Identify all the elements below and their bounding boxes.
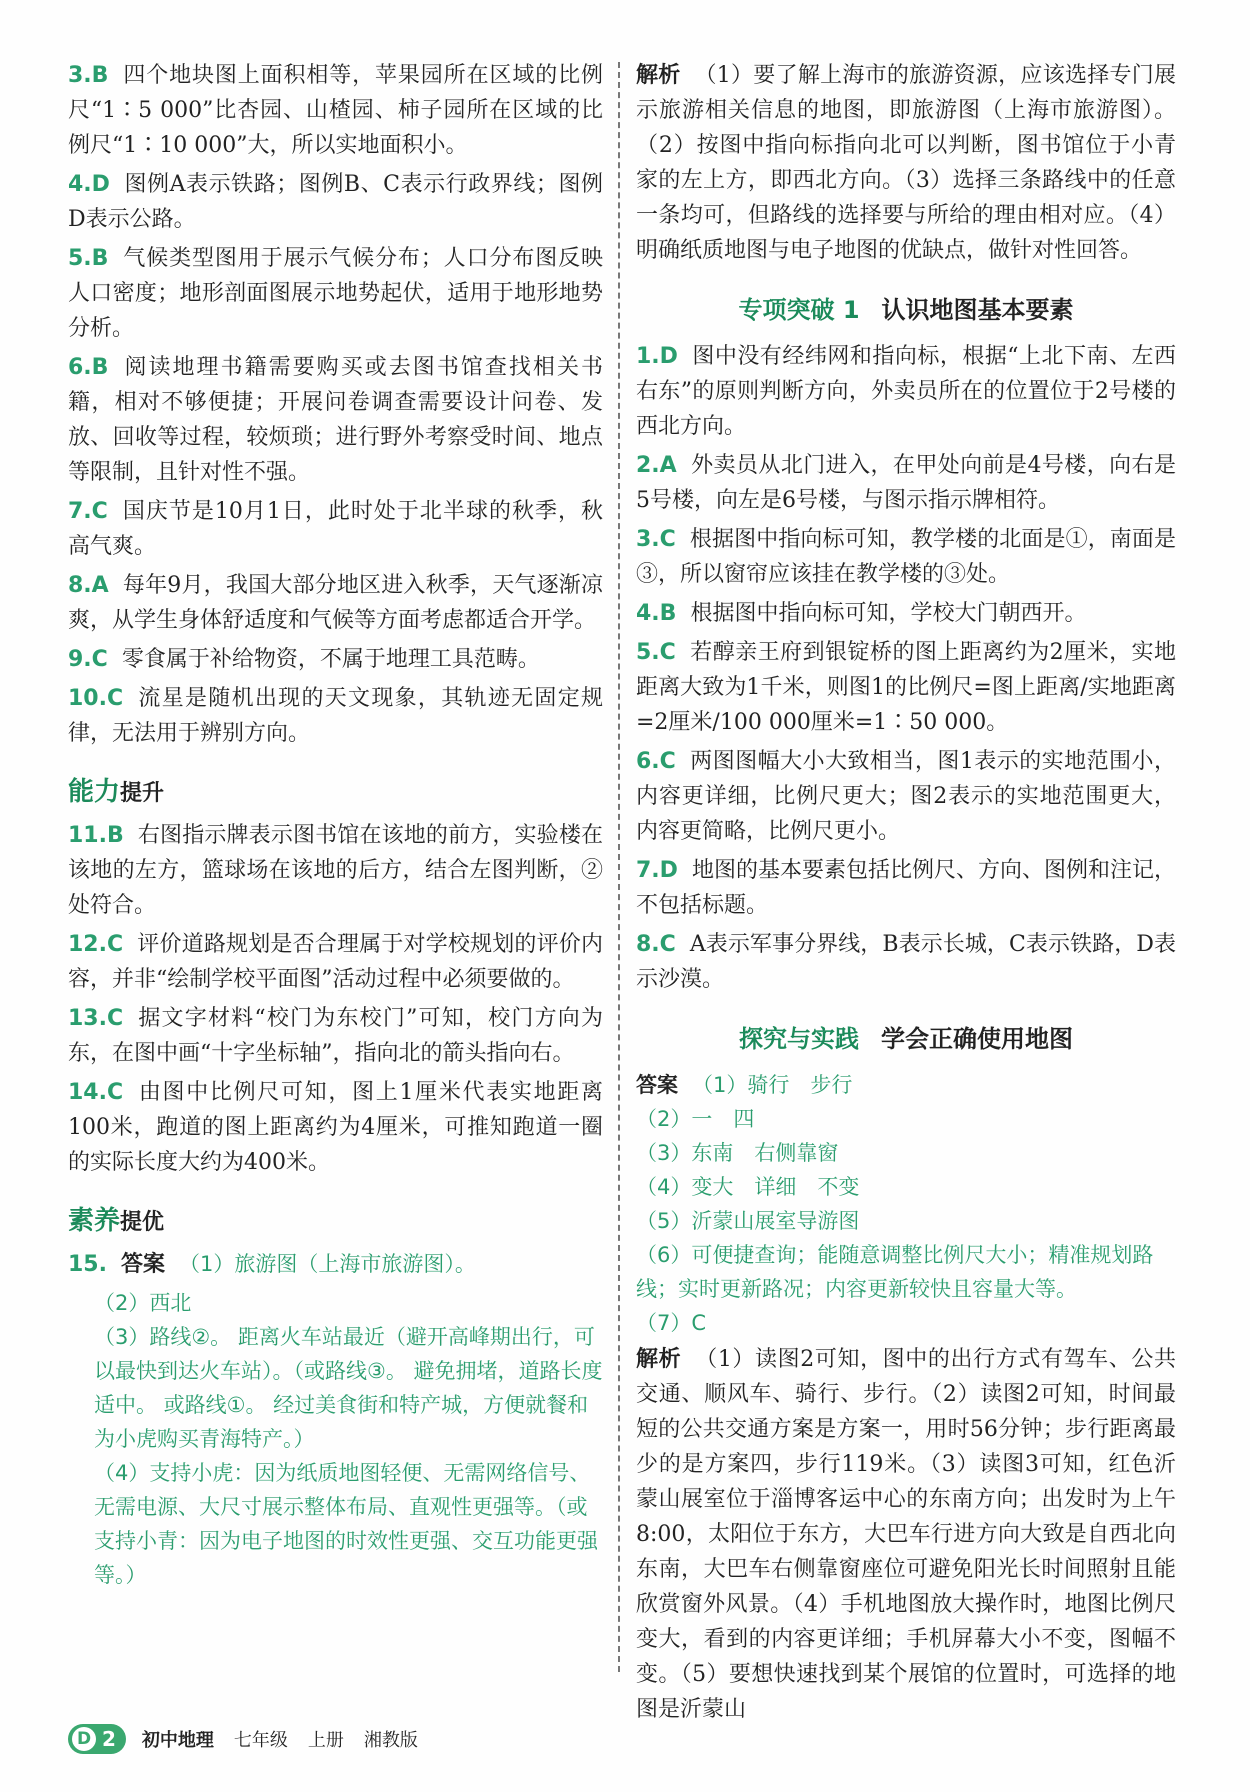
answer-line: （5）沂蒙山展室导游图: [636, 1209, 860, 1233]
topic-heading-main: 探究与实践: [739, 1025, 859, 1053]
topic-heading-2: [636, 1019, 1176, 1054]
explanation-text: 由图中比例尺可知，图上1厘米代表实地距离100米，跑道的图上距离约为4厘米，可推知跑道一圈的实际长度大约为400米。: [68, 1080, 603, 1175]
question-number: 8.A: [68, 573, 109, 598]
explanation-text: 图例A表示铁路；图例B、C表示行政界线；图例D表示公路。: [68, 172, 603, 232]
question-number: 4.D: [68, 172, 110, 197]
answer-item: [68, 927, 603, 997]
question-number: 5.B: [68, 246, 109, 271]
left-item-list: [68, 58, 603, 751]
answer-item: [68, 241, 603, 346]
answer-item: [636, 596, 1176, 631]
page-number: 2: [102, 1727, 116, 1751]
answer-first-line: [636, 1068, 1176, 1102]
explanation-text: 零食属于补给物资，不属于地理工具范畴。: [121, 647, 540, 672]
question-number: 2.A: [636, 453, 677, 478]
question-15: [68, 1247, 603, 1282]
section-heading-main: 素养: [68, 1206, 121, 1236]
answer-item: [68, 167, 603, 237]
section-heading-main: 能力: [68, 777, 121, 807]
explanation-text: 根据图中指向标可知，教学楼的北面是①，南面是③，所以窗帘应该挂在教学楼的③处。: [636, 527, 1176, 587]
explanation-text: 若醇亲王府到银锭桥的图上距离约为2厘米，实地距离大致为1千米，则图1的比例尺=图上距离/实地距离=2厘米/100 000厘米=1∶50 000。: [636, 640, 1176, 735]
answer-item: [68, 1001, 603, 1071]
analysis-label: 解析: [636, 1347, 682, 1372]
answer-item: [636, 339, 1176, 444]
question-number: 3.C: [636, 527, 676, 552]
analysis-block-2: [636, 1342, 1176, 1727]
answer-line: （6）可便捷查询；能随意调整比例尺大小；精准规划路线；实时更新路况；内容更新较快且容量大等。: [636, 1243, 1154, 1301]
answer-line: （1）旅游图（上海市旅游图）。: [179, 1252, 476, 1276]
question-number: 5.C: [636, 640, 676, 665]
column-divider: [618, 62, 620, 1672]
question-number: 4.B: [636, 601, 677, 626]
explanation-text: 据文字材料“校门为东校门”可知，校门方向为东，在图中画“十字坐标轴”，指向北的箭头指向右。: [68, 1006, 603, 1066]
explanation-text: 图中没有经纬网和指向标，根据“上北下南、左西右东”的原则判断方向，外卖员所在的位置位于2号楼的西北方向。: [636, 344, 1176, 439]
footer-subject: 初中地理: [141, 1730, 214, 1751]
question-number: 13.C: [68, 1006, 124, 1031]
explanation-text: 根据图中指向标可知，学校大门朝西开。: [690, 601, 1087, 626]
footer-edition: 湘教版: [363, 1730, 418, 1751]
question-number: 12.C: [68, 932, 124, 957]
analysis-block: [636, 58, 1176, 268]
explanation-text: 阅读地理书籍需要购买或去图书馆查找相关书籍，相对不够便捷；开展问卷调查需要设计问卷、发放、回收等过程，较烦琐；进行野外考察受时间、地点等限制，且针对性不强。: [68, 355, 603, 485]
question-number: 6.C: [636, 749, 676, 774]
topic-heading-sub: 学会正确使用地图: [881, 1025, 1073, 1053]
analysis-text: （1）读图2可知，图中的出行方式有驾车、公共交通、顺风车、骑行、步行。（2）读图2可知，时间最短的公共交通方案是方案一，用时56分钟；步行距离最少的是方案四，步行119米。（3）读图3可知，红色沂蒙山展室位于淄博客运中心的东南方向；出发时为上午8:00，太阳位于东方，大巴车行进方向大致是自西北向东南，大巴车右侧靠窗座位可避免阳光长时间照射且能欣赏窗外风景。（4）手机地图放大操作时，地图比例尺变大，看到的内容更详细；手机屏幕大小不变，图幅不变。（5）要想快速找到某个展馆的位置时，可选择的地图是沂蒙山: [636, 1347, 1176, 1722]
answer-label: 答案: [636, 1073, 678, 1097]
answer-item: [68, 494, 603, 564]
section-heading-ability: [68, 771, 603, 808]
answer-line: （2）西北: [94, 1291, 192, 1315]
analysis-label: 解析: [636, 63, 681, 88]
question-number: 8.C: [636, 932, 676, 957]
answer-line: （3）路线②。 距离火车站最近（避开高峰期出行，可以最快到达火车站）。（或路线③。 避免拥堵，道路长度适中。 或路线①。 经过美食街和特产城，方便就餐和为小虎购买青海特产。）: [94, 1325, 603, 1451]
explanation-text: 地图的基本要素包括比例尺、方向、图例和注记，不包括标题。: [636, 858, 1176, 918]
answer-item: [68, 818, 603, 923]
question-number: 9.C: [68, 647, 108, 672]
answer-item: [68, 1075, 603, 1180]
answer-item: [636, 635, 1176, 740]
page-badge: [68, 1724, 126, 1754]
question-number: 15.: [68, 1252, 107, 1277]
explanation-text: 四个地块图上面积相等，苹果园所在区域的比例尺“1∶5 000”比杏园、山楂园、柿子园所在区域的比例尺“1∶10 000”大，所以实地面积小。: [68, 63, 603, 158]
footer-grade: 七年级: [233, 1730, 288, 1751]
page-footer: [68, 1722, 438, 1756]
question-number: 1.D: [636, 344, 678, 369]
topic-heading-main: 专项突破 1: [738, 296, 860, 324]
answer-list: [636, 1102, 1176, 1340]
analysis-text: （1）要了解上海市的旅游资源，应该选择专门展示旅游相关信息的地图，即旅游图（上海市旅游图）。（2）按图中指向标指向北可以判断，图书馆位于小青家的左上方，即西北方向。（3）选择三条路线中的任意一条均可，但路线的选择要与所给的理由相对应。（4）明确纸质地图与电子地图的优缺点，做针对性回答。: [636, 63, 1176, 263]
question-number: 7.D: [636, 858, 678, 883]
left-item-list-2: [68, 818, 603, 1180]
question-number: 14.C: [68, 1080, 124, 1105]
explanation-text: 每年9月，我国大部分地区进入秋季，天气逐渐凉爽，从学生身体舒适度和气候等方面考虑都适合开学。: [68, 573, 603, 633]
section-heading-sub: 提升: [120, 781, 165, 806]
explanation-text: 评价道路规划是否合理属于对学校规划的评价内容，并非“绘制学校平面图”活动过程中必须要做的。: [68, 932, 603, 992]
question-number: 3.B: [68, 63, 109, 88]
answer-item: [636, 522, 1176, 592]
answer-item: [636, 853, 1176, 923]
badge-letter: D: [72, 1727, 96, 1751]
answer-line: （4）变大 详细 不变: [636, 1175, 860, 1199]
answer-item: [636, 927, 1176, 997]
right-item-list: [636, 339, 1176, 997]
question-number: 10.C: [68, 686, 124, 711]
explanation-text: 两图图幅大小大致相当，图1表示的实地范围小，内容更详细，比例尺更大；图2表示的实地范围更大，内容更简略，比例尺更小。: [636, 749, 1176, 844]
answer-item: [68, 568, 603, 638]
answer-line: （4）支持小虎：因为纸质地图轻便、无需网络信号、无需电源、大尺寸展示整体布局、直观性更强等。（或支持小青：因为电子地图的时效性更强、交互功能更强等。）: [94, 1461, 598, 1587]
explanation-text: 外卖员从北门进入，在甲处向前是4号楼，向右是5号楼，向左是6号楼，与图示指示牌相符。: [636, 453, 1176, 513]
answer-line: （7）C: [636, 1311, 707, 1335]
answer-line: （2）一 四: [636, 1107, 755, 1131]
explanation-text: 流星是随机出现的天文现象，其轨迹无固定规律，无法用于辨别方向。: [68, 686, 603, 746]
explanation-text: 气候类型图用于展示气候分布；人口分布图反映人口密度；地形剖面图展示地势起伏，适用于地形地势分析。: [68, 246, 603, 341]
answer-item: [68, 58, 603, 163]
answer-label: 答案: [120, 1252, 165, 1277]
topic-heading-1: [636, 290, 1176, 325]
topic-heading-sub: 认识地图基本要素: [881, 296, 1074, 324]
answer-item: [636, 744, 1176, 849]
answer-item: [68, 681, 603, 751]
section-heading-sub: 提优: [120, 1210, 165, 1235]
answer-item: [68, 350, 603, 490]
answer-line: （3）东南 右侧靠窗: [636, 1141, 839, 1165]
answer-item: [68, 642, 603, 677]
section-heading-quality: [68, 1200, 603, 1237]
answer-item: [636, 448, 1176, 518]
footer-volume: 上册: [307, 1730, 344, 1751]
question-number: 6.B: [68, 355, 109, 380]
left-column: [68, 58, 603, 1592]
question-number: 11.B: [68, 823, 124, 848]
question-number: 7.C: [68, 499, 108, 524]
right-column: [636, 58, 1176, 1731]
explanation-text: 右图指示牌表示图书馆在该地的前方，实验楼在该地的左方，篮球场在该地的后方，结合左图判断，②处符合。: [68, 823, 603, 918]
answer-line: （1）骑行 步行: [692, 1073, 853, 1097]
explanation-text: A表示军事分界线，B表示长城，C表示铁路，D表示沙漠。: [636, 932, 1176, 992]
explanation-text: 国庆节是10月1日，此时处于北半球的秋季，秋高气爽。: [68, 499, 603, 559]
